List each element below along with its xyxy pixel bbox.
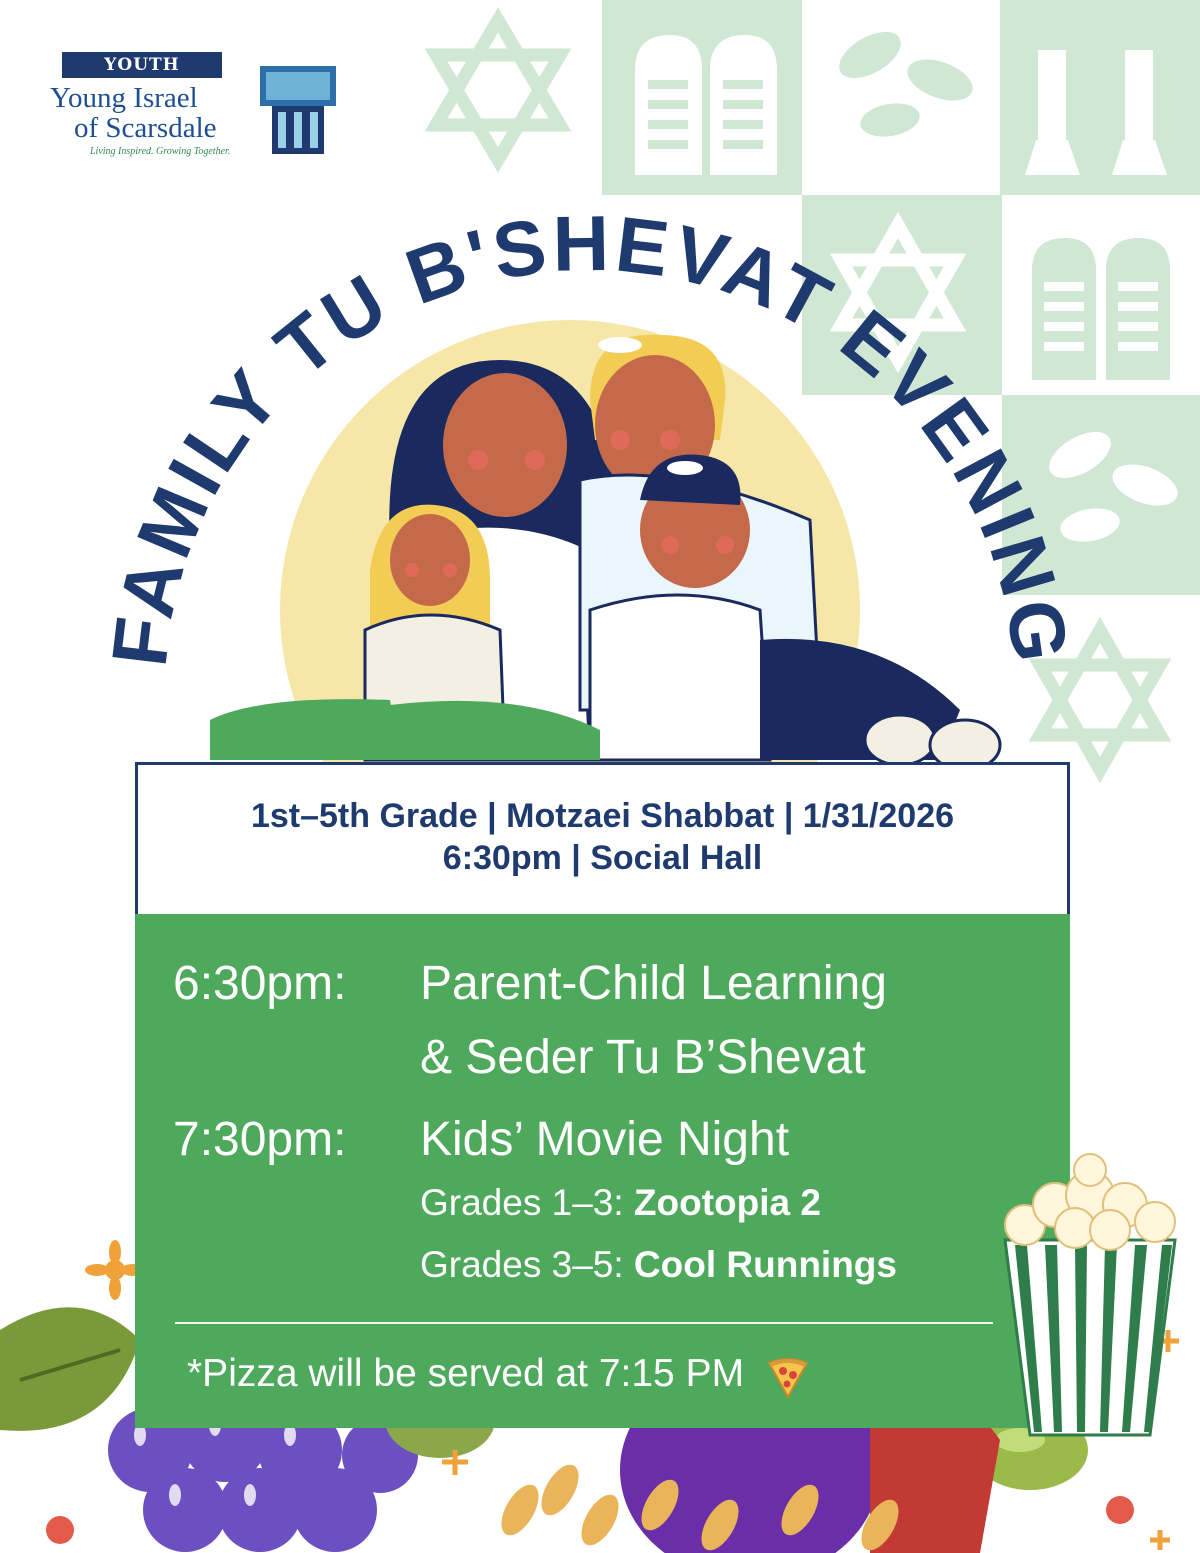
popcorn-icon [990, 1150, 1190, 1440]
movie-2-title: Cool Runnings [633, 1244, 897, 1285]
schedule-box [135, 914, 1070, 1428]
schedule-time-2: 7:30pm: [173, 1113, 347, 1166]
synagogue-emblem-icon [254, 58, 342, 158]
movie-2-line [420, 1244, 897, 1286]
arched-title [0, 150, 1200, 770]
logo-name-line1: Young Israel [50, 82, 198, 114]
pizza-icon [765, 1353, 811, 1399]
event-time-location-line: 6:30pm | Social Hall [442, 839, 763, 877]
youth-badge: YOUTH [62, 52, 222, 78]
logo-tagline: Living Inspired. Growing Together. [90, 146, 231, 157]
pizza-note-text: *Pizza will be served at 7:15 PM [187, 1352, 745, 1395]
event-title: FAMILY TU B'SHEVAT EVENING [94, 198, 1086, 671]
movie-2-grades: Grades 3–5: [420, 1244, 624, 1285]
schedule-item-2-line1: Kids’ Movie Night [420, 1113, 790, 1166]
movie-1-title: Zootopia 2 [633, 1182, 821, 1223]
logo [50, 52, 350, 162]
star-of-david-icon [436, 20, 560, 160]
logo-name-line2: of Scarsdale [74, 112, 217, 144]
pizza-note [187, 1352, 811, 1399]
event-info-box [135, 762, 1070, 917]
movie-1-grades: Grades 1–3: [420, 1182, 624, 1223]
schedule-item-1-line1: Parent-Child Learning [420, 957, 887, 1010]
schedule-divider [175, 1322, 993, 1324]
schedule-item-1-line2: & Seder Tu B’Shevat [420, 1031, 866, 1084]
schedule-time-1: 6:30pm: [173, 957, 347, 1010]
event-details-line: 1st–5th Grade | Motzaei Shabbat | 1/31/2026 [250, 797, 955, 835]
movie-1-line [420, 1182, 821, 1224]
svg-text:FAMILY TU B'SHEVAT EVENING [95, 199, 1086, 671]
